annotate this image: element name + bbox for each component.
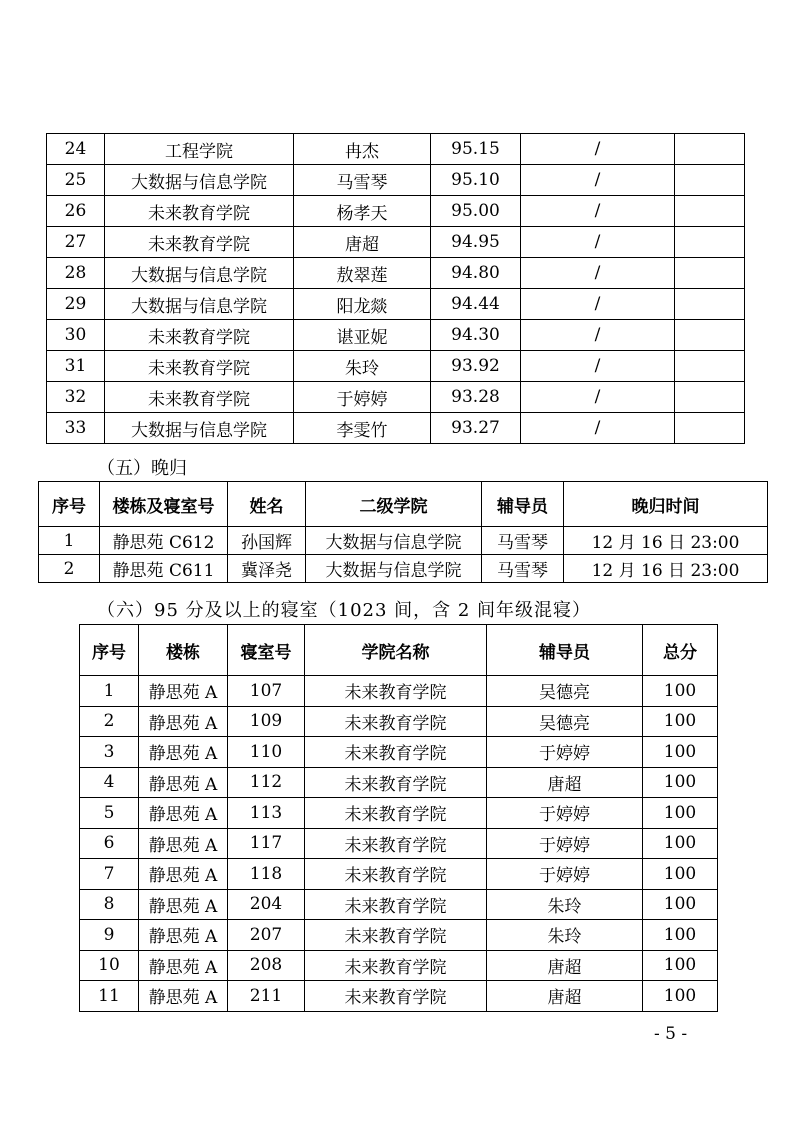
table-cell: 100 xyxy=(643,706,718,737)
table-cell xyxy=(675,134,745,165)
table-cell xyxy=(675,196,745,227)
table-cell: 6 xyxy=(80,828,139,859)
dorm-row xyxy=(80,920,718,951)
table-cell: 未来教育学院 xyxy=(105,196,294,227)
table-cell: 李雯竹 xyxy=(294,413,431,444)
late-return-table-body xyxy=(39,527,768,583)
table-cell: 吴德亮 xyxy=(487,676,643,707)
score-row xyxy=(47,413,745,444)
table-cell: / xyxy=(521,165,675,196)
table-cell: 静思苑 A xyxy=(139,706,228,737)
dorm-row xyxy=(80,798,718,829)
table-cell: 93.92 xyxy=(431,351,521,382)
table-cell: 杨孝天 xyxy=(294,196,431,227)
table-cell: 唐超 xyxy=(294,227,431,258)
table-cell: 大数据与信息学院 xyxy=(105,289,294,320)
dorm-row xyxy=(80,676,718,707)
table-cell: 未来教育学院 xyxy=(105,351,294,382)
top-dorms-table xyxy=(79,624,718,1012)
header-college-name: 学院名称 xyxy=(305,625,487,676)
dorm-row xyxy=(80,737,718,768)
table-cell: 孙国辉 xyxy=(228,527,306,555)
table-cell: / xyxy=(521,351,675,382)
table-cell xyxy=(675,382,745,413)
dorm-row xyxy=(80,889,718,920)
table-cell: 1 xyxy=(80,676,139,707)
top-dorms-header-row xyxy=(80,625,718,676)
table-cell: 112 xyxy=(228,767,305,798)
dorm-row xyxy=(80,828,718,859)
table-cell: 12 月 16 日 23:00 xyxy=(564,527,768,555)
table-cell: 阳龙燚 xyxy=(294,289,431,320)
score-row xyxy=(47,382,745,413)
dorm-row xyxy=(80,706,718,737)
table-cell: 95.15 xyxy=(431,134,521,165)
table-cell xyxy=(675,165,745,196)
table-cell: / xyxy=(521,413,675,444)
table-cell: 马雪琴 xyxy=(294,165,431,196)
table-cell: 33 xyxy=(47,413,105,444)
table-cell: 27 xyxy=(47,227,105,258)
table-cell: 大数据与信息学院 xyxy=(306,555,482,583)
table-cell: 100 xyxy=(643,920,718,951)
table-cell: 静思苑 A xyxy=(139,981,228,1012)
header-college: 二级学院 xyxy=(306,482,482,527)
table-cell: 100 xyxy=(643,798,718,829)
score-table xyxy=(46,133,745,444)
table-cell: 敖翠莲 xyxy=(294,258,431,289)
table-cell: 未来教育学院 xyxy=(305,981,487,1012)
table-cell: 110 xyxy=(228,737,305,768)
header-index: 序号 xyxy=(39,482,100,527)
table-cell: 95.00 xyxy=(431,196,521,227)
table-cell: 静思苑 C612 xyxy=(100,527,228,555)
table-cell: 2 xyxy=(80,706,139,737)
table-cell: 109 xyxy=(228,706,305,737)
table-cell: 4 xyxy=(80,767,139,798)
table-cell: 谌亚妮 xyxy=(294,320,431,351)
table-cell: 大数据与信息学院 xyxy=(306,527,482,555)
table-cell: 8 xyxy=(80,889,139,920)
table-cell: 未来教育学院 xyxy=(105,227,294,258)
table-cell: 5 xyxy=(80,798,139,829)
score-row xyxy=(47,351,745,382)
table-cell: 24 xyxy=(47,134,105,165)
table-cell: 未来教育学院 xyxy=(305,676,487,707)
table-cell: 1 xyxy=(39,527,100,555)
table-cell: 静思苑 A xyxy=(139,676,228,707)
late-return-row xyxy=(39,555,768,583)
section-heading-top-dorms: （六）95 分及以上的寝室（1023 间，含 2 间年级混寝） xyxy=(97,600,592,621)
score-row xyxy=(47,134,745,165)
table-cell: / xyxy=(521,289,675,320)
header-name: 姓名 xyxy=(228,482,306,527)
table-cell: 100 xyxy=(643,676,718,707)
table-cell: 大数据与信息学院 xyxy=(105,165,294,196)
table-cell: / xyxy=(521,134,675,165)
table-cell: 于婷婷 xyxy=(294,382,431,413)
header-total-score: 总分 xyxy=(643,625,718,676)
header-building: 楼栋 xyxy=(139,625,228,676)
table-cell: 211 xyxy=(228,981,305,1012)
table-cell: 唐超 xyxy=(487,981,643,1012)
table-cell: 11 xyxy=(80,981,139,1012)
table-cell: 10 xyxy=(80,950,139,981)
table-cell: 未来教育学院 xyxy=(305,798,487,829)
table-cell: 32 xyxy=(47,382,105,413)
score-row xyxy=(47,196,745,227)
table-cell xyxy=(675,227,745,258)
table-cell xyxy=(675,289,745,320)
table-cell: / xyxy=(521,258,675,289)
table-cell: 100 xyxy=(643,981,718,1012)
table-cell: 100 xyxy=(643,859,718,890)
table-cell: 朱玲 xyxy=(487,920,643,951)
table-cell: 107 xyxy=(228,676,305,707)
score-row xyxy=(47,258,745,289)
table-cell: 208 xyxy=(228,950,305,981)
table-cell: 工程学院 xyxy=(105,134,294,165)
table-cell: 静思苑 C611 xyxy=(100,555,228,583)
table-cell: 于婷婷 xyxy=(487,798,643,829)
table-cell: 29 xyxy=(47,289,105,320)
table-cell: 静思苑 A xyxy=(139,920,228,951)
table-cell: 94.30 xyxy=(431,320,521,351)
section-heading-late-return: （五）晚归 xyxy=(97,458,187,479)
table-cell: 静思苑 A xyxy=(139,889,228,920)
table-cell: 静思苑 A xyxy=(139,798,228,829)
table-cell: / xyxy=(521,196,675,227)
table-cell: 未来教育学院 xyxy=(305,859,487,890)
score-row xyxy=(47,165,745,196)
table-cell: 94.80 xyxy=(431,258,521,289)
table-cell: 95.10 xyxy=(431,165,521,196)
table-cell xyxy=(675,413,745,444)
table-cell: 3 xyxy=(80,737,139,768)
dorm-row xyxy=(80,767,718,798)
dorm-row xyxy=(80,950,718,981)
table-cell: 大数据与信息学院 xyxy=(105,413,294,444)
table-cell: 12 月 16 日 23:00 xyxy=(564,555,768,583)
table-cell: 100 xyxy=(643,737,718,768)
header-counselor: 辅导员 xyxy=(487,625,643,676)
header-room: 寝室号 xyxy=(228,625,305,676)
table-cell: 未来教育学院 xyxy=(105,382,294,413)
table-cell: 100 xyxy=(643,767,718,798)
table-cell: 204 xyxy=(228,889,305,920)
score-row xyxy=(47,227,745,258)
table-cell: 马雪琴 xyxy=(482,555,564,583)
table-cell: 113 xyxy=(228,798,305,829)
table-cell: 未来教育学院 xyxy=(305,737,487,768)
table-cell: 唐超 xyxy=(487,950,643,981)
table-cell: 30 xyxy=(47,320,105,351)
table-cell: 7 xyxy=(80,859,139,890)
table-cell: 未来教育学院 xyxy=(305,767,487,798)
score-table-body xyxy=(47,134,745,444)
table-cell: 94.44 xyxy=(431,289,521,320)
table-cell: 25 xyxy=(47,165,105,196)
top-dorms-table-body xyxy=(80,676,718,1012)
page-number: - 5 - xyxy=(654,1024,688,1044)
table-cell: 于婷婷 xyxy=(487,828,643,859)
table-cell: 9 xyxy=(80,920,139,951)
table-cell: 93.28 xyxy=(431,382,521,413)
table-cell xyxy=(675,258,745,289)
table-cell: 静思苑 A xyxy=(139,828,228,859)
table-cell: / xyxy=(521,320,675,351)
table-cell: 于婷婷 xyxy=(487,737,643,768)
late-return-row xyxy=(39,527,768,555)
table-cell: 28 xyxy=(47,258,105,289)
late-return-table xyxy=(38,481,768,583)
table-cell: / xyxy=(521,227,675,258)
table-cell: 118 xyxy=(228,859,305,890)
header-late-time: 晚归时间 xyxy=(564,482,768,527)
table-cell: 马雪琴 xyxy=(482,527,564,555)
table-cell: 吴德亮 xyxy=(487,706,643,737)
table-cell: 大数据与信息学院 xyxy=(105,258,294,289)
table-cell xyxy=(675,351,745,382)
table-cell: 100 xyxy=(643,828,718,859)
table-cell: 207 xyxy=(228,920,305,951)
table-cell: 93.27 xyxy=(431,413,521,444)
table-cell: / xyxy=(521,382,675,413)
dorm-row xyxy=(80,981,718,1012)
dorm-row xyxy=(80,859,718,890)
table-cell: 100 xyxy=(643,889,718,920)
table-cell: 唐超 xyxy=(487,767,643,798)
table-cell: 2 xyxy=(39,555,100,583)
table-cell: 未来教育学院 xyxy=(305,950,487,981)
table-cell: 未来教育学院 xyxy=(105,320,294,351)
table-cell xyxy=(675,320,745,351)
table-cell: 100 xyxy=(643,950,718,981)
header-index: 序号 xyxy=(80,625,139,676)
table-cell: 静思苑 A xyxy=(139,767,228,798)
table-cell: 冉杰 xyxy=(294,134,431,165)
table-cell: 未来教育学院 xyxy=(305,920,487,951)
table-cell: 未来教育学院 xyxy=(305,828,487,859)
table-cell: 未来教育学院 xyxy=(305,706,487,737)
table-cell: 静思苑 A xyxy=(139,950,228,981)
late-return-header-row xyxy=(39,482,768,527)
header-building-room: 楼栋及寝室号 xyxy=(100,482,228,527)
table-cell: 26 xyxy=(47,196,105,227)
score-row xyxy=(47,320,745,351)
table-cell: 于婷婷 xyxy=(487,859,643,890)
table-cell: 朱玲 xyxy=(487,889,643,920)
score-row xyxy=(47,289,745,320)
table-cell: 静思苑 A xyxy=(139,859,228,890)
table-cell: 静思苑 A xyxy=(139,737,228,768)
table-cell: 冀泽尧 xyxy=(228,555,306,583)
table-cell: 朱玲 xyxy=(294,351,431,382)
table-cell: 未来教育学院 xyxy=(305,889,487,920)
table-cell: 117 xyxy=(228,828,305,859)
table-cell: 94.95 xyxy=(431,227,521,258)
header-counselor: 辅导员 xyxy=(482,482,564,527)
table-cell: 31 xyxy=(47,351,105,382)
